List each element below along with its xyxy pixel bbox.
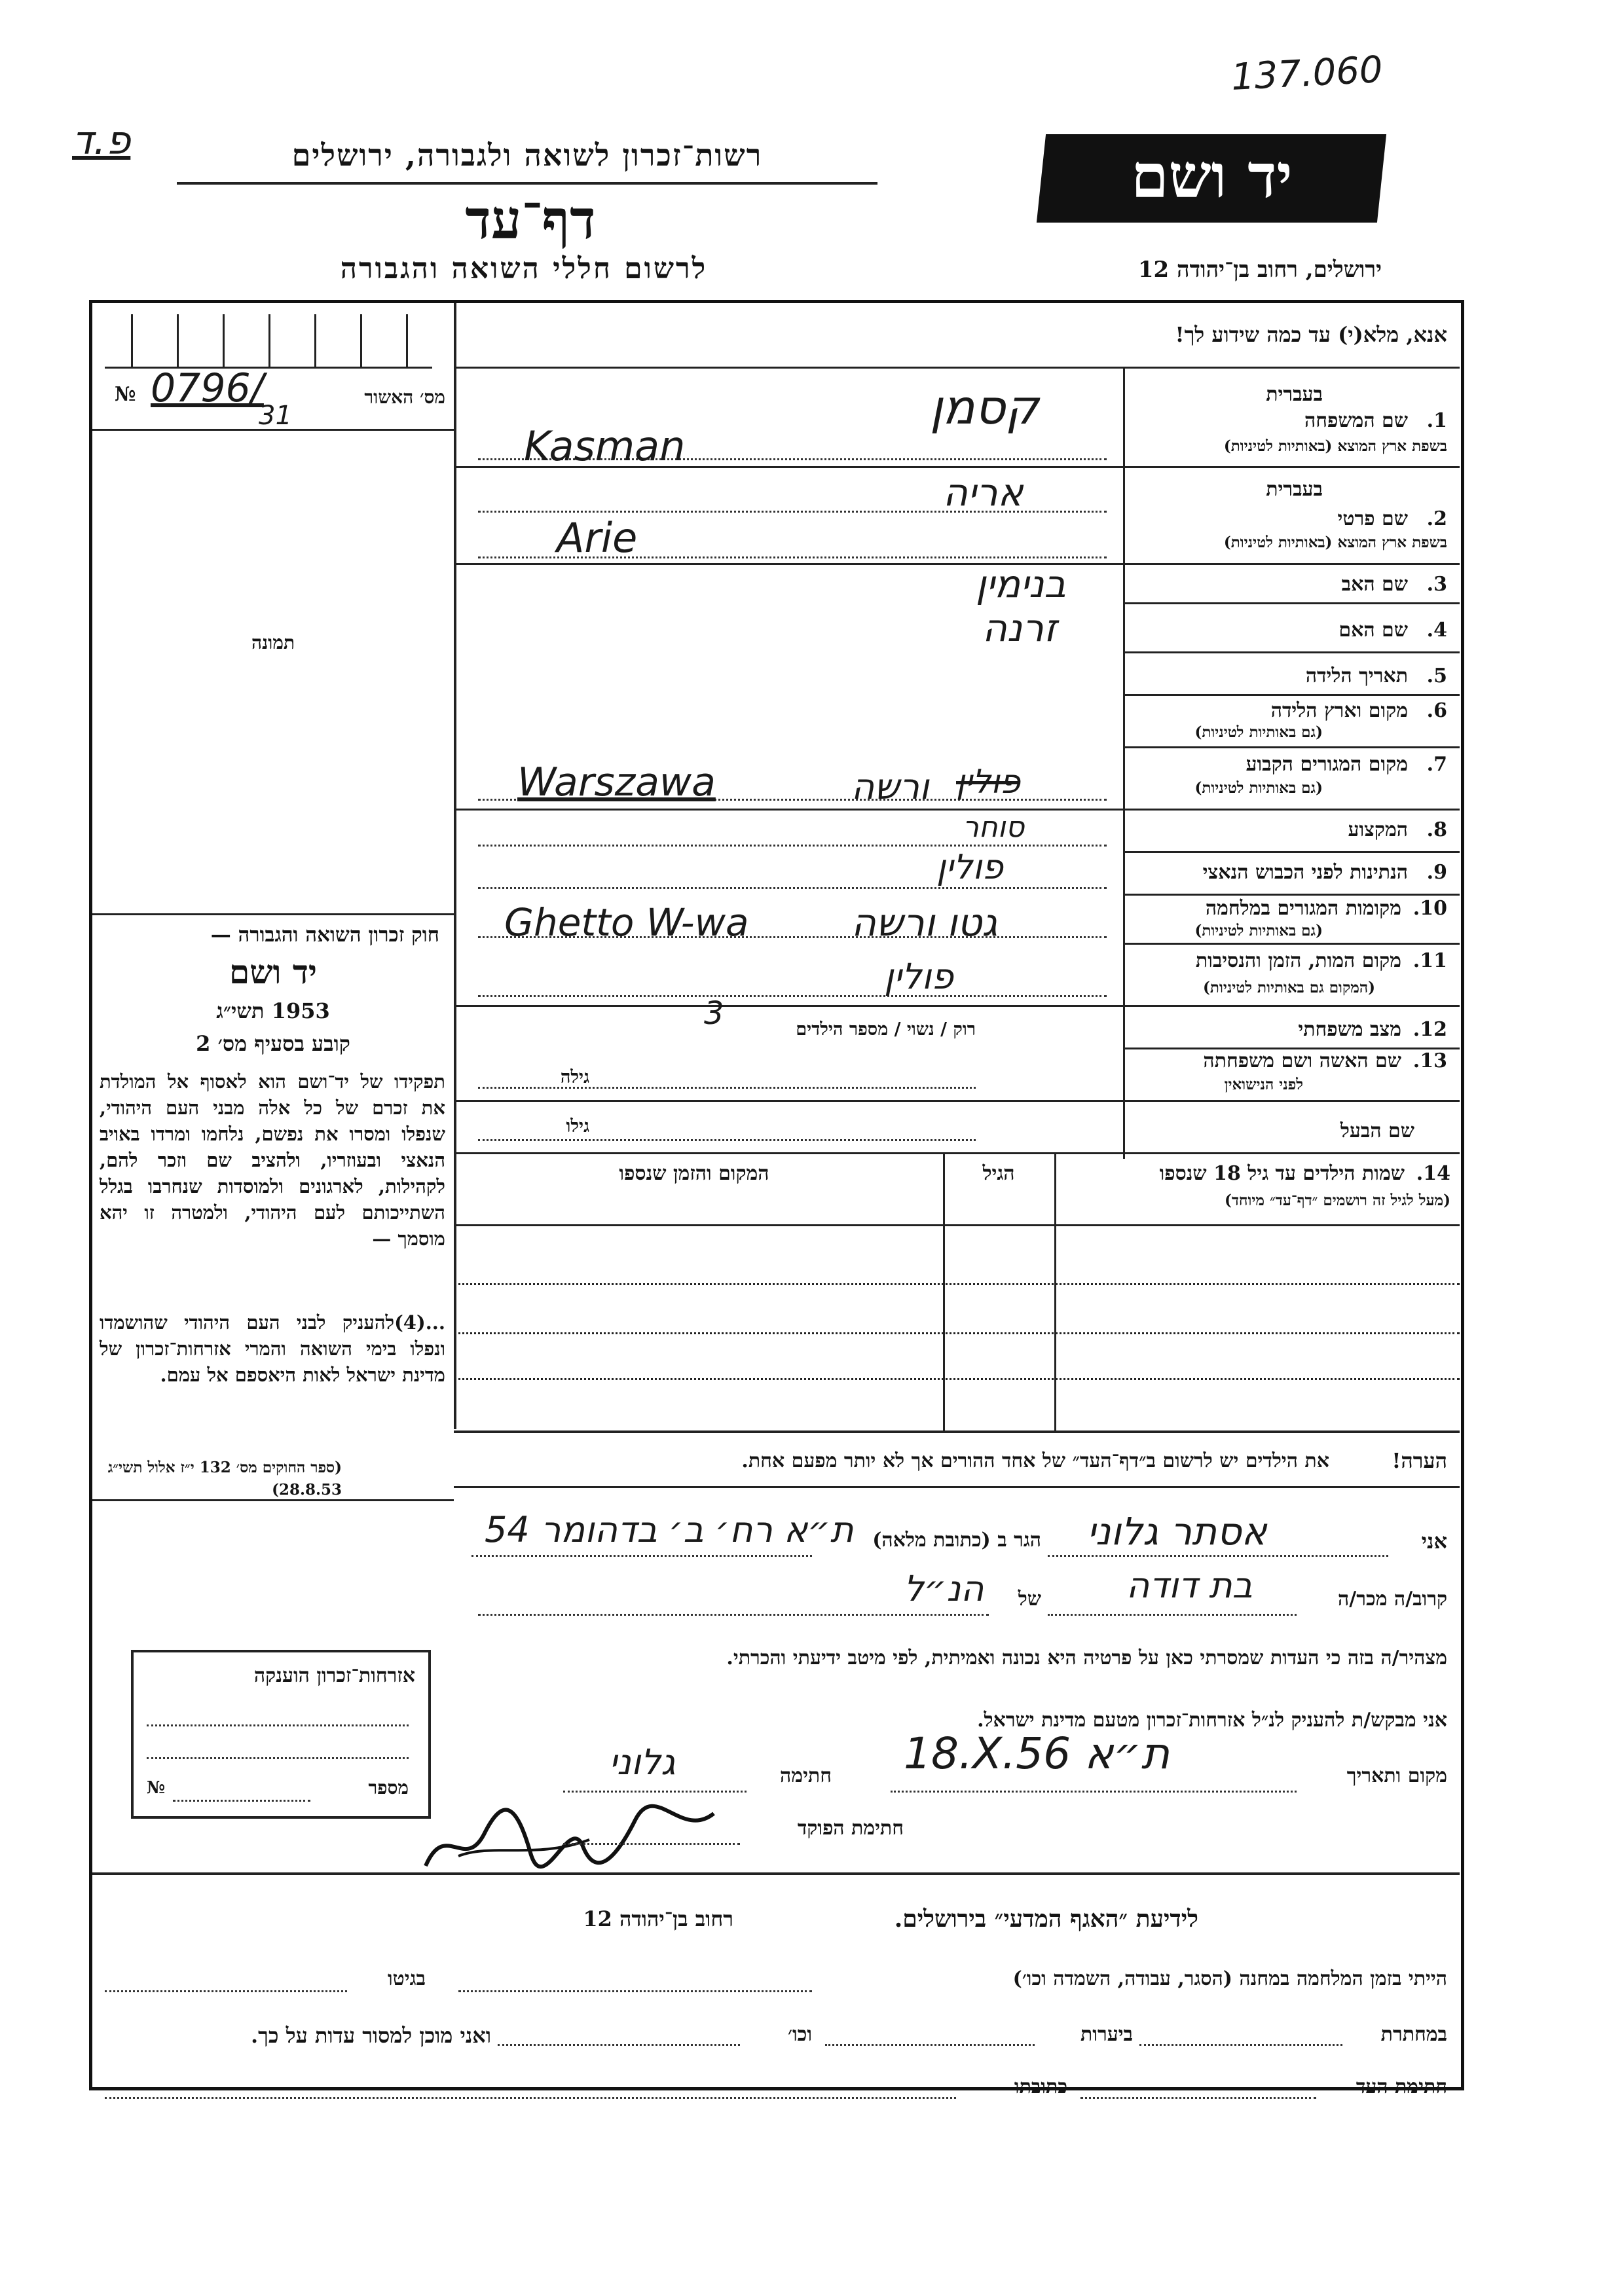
- field-6-label: מקום וארץ הלידה: [1270, 699, 1408, 722]
- law-body-continued: ...(4)להעניק לבני העם היהודי שהושמדו ונפלו בימי השואה והמרי אזרחות־זכרון של מדינת ישראל לאות היאספם אל עמם.: [100, 1311, 445, 1386]
- field-7-label: מקום המגורים הקבוע: [1246, 753, 1408, 776]
- place-date-line: [891, 1791, 1297, 1793]
- children-row-1: [454, 1283, 1460, 1285]
- footer-address-line: [105, 2097, 956, 2099]
- field-1-latin-value: Kasman: [524, 422, 686, 470]
- row-line-8: [1123, 851, 1460, 853]
- footer-ghetto-line: [105, 1990, 347, 1992]
- officer-signature-line: [563, 1843, 740, 1845]
- declarant-i-label: אני: [1421, 1529, 1447, 1554]
- field-5-number: 5.: [1426, 665, 1447, 687]
- row-line-14: [454, 1152, 1460, 1154]
- row-line-5: [1123, 694, 1460, 696]
- row-line-3: [1123, 602, 1460, 604]
- serial-boxes: [105, 314, 432, 369]
- citizenship-box-title: אזרחות־זכרון הוענקה: [253, 1664, 415, 1687]
- relative-line: [1048, 1614, 1297, 1616]
- field-3-label: שם האב: [1341, 573, 1408, 596]
- field-8-number: 8.: [1426, 818, 1447, 841]
- declarant-address-line: [471, 1555, 812, 1557]
- law-body: תפקידו של יד־ושם הוא לאסוף אל המולדת את זכרם של כל אלה מבני העם היהודי, שנפלו ומסרו את נפשם, נלחמו ומרדו באויב הנאצי ובעוזריו, ולהציב שם וזכר להם, לקהילות, לארגונים ולמוסדות שנחרבו בגלל השתייכותם לעם היהודי, ולמטרה זו יהא מוסמך —: [100, 1070, 445, 1250]
- officer-signature-scribble: [419, 1794, 747, 1879]
- place-date-label: מקום ותאריך: [1346, 1764, 1447, 1787]
- signature-line: [563, 1791, 747, 1793]
- field-7-sub: (גם באותיות לטיניות): [1194, 779, 1323, 797]
- serial-no-sign: №: [115, 383, 136, 406]
- row-line-4: [1123, 651, 1460, 653]
- place-date-value: 18.X.56 ת״א: [904, 1728, 1170, 1779]
- footer-line1: הייתי בזמן המלחמה במחנה (הסגר, עבודה, השמדה וכו׳): [1012, 1967, 1447, 1990]
- field-2-number: 2.: [1426, 507, 1447, 530]
- law-heading: חוק זכרון השואה והגבורה —: [210, 923, 439, 947]
- row-line-13: [454, 1100, 1460, 1102]
- request-text: אני מבקש/ת להעניק לנ״ל אזרחות־זכרון מטעם מדינת ישראל.: [977, 1709, 1447, 1732]
- footer-camp-line: [458, 1990, 812, 1992]
- field-1-hebrew-tag: בעברית: [1266, 383, 1323, 406]
- relative-value: בת דודה: [1126, 1565, 1253, 1606]
- husband-label: שם הבעל: [1340, 1120, 1414, 1142]
- footer-ghetto: בגיטו: [387, 1967, 426, 1990]
- citizenship-no-sign: №: [147, 1778, 166, 1798]
- field-12-label: מצב משפחתי: [1298, 1018, 1401, 1041]
- field-11-number: 11.: [1412, 949, 1447, 972]
- children-age-header: הגיל: [982, 1162, 1015, 1185]
- footer-underground-line: [1139, 2044, 1342, 2046]
- children-row-2: [454, 1332, 1460, 1334]
- relative-label: קרוב/ה מכר/ה: [1338, 1588, 1447, 1611]
- row-line-11: [454, 1005, 1460, 1007]
- field-1-number: 1.: [1426, 409, 1447, 432]
- intro-bottom-line: [454, 367, 1460, 369]
- field-6-number: 6.: [1426, 699, 1447, 722]
- footer-underground: במחתרת: [1380, 2023, 1447, 2046]
- field-9-label: הנתינות לפני הכבוש הנאצי: [1202, 861, 1408, 884]
- field-11-value: פולין: [884, 956, 953, 997]
- children-col-divider-1: [943, 1152, 945, 1430]
- field-9-number: 9.: [1426, 861, 1447, 884]
- citizenship-line-1: [147, 1724, 409, 1726]
- authority-heading: רשות־זכרון לשואה ולגבורה, ירושלים: [291, 137, 763, 173]
- children-number: 14.: [1416, 1162, 1450, 1185]
- yad-vashem-logo: [1037, 134, 1386, 223]
- row-line-9: [1123, 894, 1460, 896]
- authority-underline: [177, 182, 877, 185]
- row-line-7: [454, 809, 1460, 811]
- signature-value: גלוני: [609, 1741, 676, 1783]
- citizenship-number-label: מספר: [368, 1777, 409, 1798]
- serial-label: מס׳ האשור: [364, 386, 445, 408]
- dotline-8: [478, 995, 1107, 997]
- officer-signature-label: חתימת הפוקד: [797, 1817, 904, 1840]
- children-bottom: [454, 1430, 1460, 1433]
- form-subtitle: לרשום חללי השואה והגבורה: [340, 252, 708, 285]
- field-2-hebrew-tag: בעברית: [1266, 478, 1323, 501]
- row-line-2: [454, 563, 1460, 565]
- field-3-value: בנימין: [976, 562, 1066, 606]
- note-text: את הילדים יש לרשום ב״דף־העד״ של אחד ההורים אך לא יותר מפעם אחת.: [741, 1449, 1329, 1472]
- declarant-name-line: [1048, 1555, 1388, 1557]
- intro-text: אנא, מלא(י) עד כמה שידוע לך!: [1175, 322, 1447, 347]
- husband-age-label: גילו: [566, 1116, 589, 1137]
- citizenship-line-2: [147, 1757, 409, 1759]
- field-8-value: סוחר: [963, 811, 1025, 844]
- field-1-hebrew-value: קסמן: [930, 380, 1039, 435]
- law-clause: קובע בסעיף מס׳ 2: [196, 1031, 350, 1056]
- field-8-label: המקצוע: [1348, 818, 1408, 841]
- field-6-sub: (גם באותיות לטיניות): [1194, 723, 1323, 741]
- children-row-3: [454, 1378, 1460, 1380]
- field-4-value: זרנה: [982, 606, 1057, 650]
- of-value: הנ״ל: [904, 1568, 984, 1609]
- divider-left-column: [454, 303, 456, 1429]
- field-7-latin-value: Warszawa: [517, 759, 716, 805]
- divider-hebrew-column: [1123, 367, 1125, 1159]
- dotline-10: [478, 1139, 976, 1141]
- field-10-number: 10.: [1412, 897, 1447, 920]
- field-10-sub: (גם באותיות לטיניות): [1194, 922, 1323, 939]
- photo-label: תמונה: [251, 632, 295, 653]
- footer-witness-line: [1080, 2097, 1316, 2099]
- field-10-latin-value: Ghetto W-wa: [504, 900, 749, 945]
- field-13-label: שם האשה ושם משפחתה: [1203, 1049, 1401, 1072]
- declarant-address: ת״א רח׳ ב׳ בדהומר 54: [485, 1509, 854, 1550]
- field-7-hebrew-value: ורשה: [851, 766, 929, 807]
- file-number-annotation: 137.060: [1230, 48, 1384, 100]
- photo-bottom-line: [92, 913, 454, 915]
- field-2-label: שם פרטי: [1337, 507, 1408, 530]
- footer-forests: ביערות: [1080, 2023, 1133, 2046]
- law-name: יד ושם: [229, 953, 317, 991]
- footer-title: לידיעת ״האגף המדעי״ בירושלים.: [894, 1905, 1198, 1933]
- left-column-bottom: [92, 1499, 454, 1501]
- serial-bottom-line: [92, 429, 454, 431]
- field-7-crossed-value: פולין: [956, 763, 1021, 801]
- field-2-hebrew-value: אריה: [943, 470, 1024, 515]
- declarant-residing-label: הגר ב (כתובת מלאה): [872, 1529, 1041, 1552]
- footer-ready: ואני מוכן למסור עדות על כך.: [250, 2023, 491, 2048]
- field-2-sub: בשפת ארץ המוצא (באותיות לטיניות): [1223, 534, 1447, 551]
- footer-etc: וכו׳: [788, 2023, 812, 2046]
- field-1-label: שם המשפחה: [1304, 409, 1408, 432]
- field-11-label: מקום המות, הזמן והנסיבות: [1195, 949, 1401, 972]
- declarant-name: אסתר גלוני: [1087, 1509, 1267, 1554]
- row-line-6: [1123, 746, 1460, 748]
- of-line: [478, 1614, 989, 1616]
- field-4-label: שם האם: [1338, 619, 1408, 642]
- footer-witness-signature: חתימת העד: [1356, 2075, 1447, 2098]
- citizenship-box: [131, 1650, 431, 1819]
- declaration-text: מצהיר/ה בזה כי העדות שמסרתי כאן על פרטיה היא נכונה ואמיתית, לפי מיטב ידיעתי והכרתי.: [726, 1647, 1447, 1669]
- law-source: (ספר החוקים מס׳ 132 י״ז אלול תשי״ג 28.8.53): [107, 1459, 342, 1499]
- field-3-number: 3.: [1426, 573, 1447, 596]
- footer-address-label: כתובתו: [1014, 2075, 1067, 2098]
- law-year: 1953 תשי״ג: [216, 998, 330, 1023]
- children-label: שמות הילדים עד גיל 18 שנספו: [1159, 1162, 1405, 1185]
- field-13-age-label: גילה: [560, 1067, 589, 1087]
- signature-label: חתימה: [780, 1764, 832, 1787]
- field-12-value: 3: [704, 995, 724, 1032]
- children-header-bottom: [454, 1224, 1460, 1226]
- field-10-label: מקומות המגורים במלחמה: [1205, 897, 1401, 920]
- footer-top-line: [92, 1872, 1460, 1875]
- footer-etc-line: [498, 2044, 740, 2046]
- corner-annotation: פ.ד: [72, 118, 131, 164]
- children-place-header: המקום והזמן שנספו: [619, 1162, 769, 1185]
- field-13-sub: לפני הנישואין: [1224, 1076, 1303, 1093]
- note-label: הערה!: [1392, 1448, 1447, 1473]
- form-title: דף־עד: [465, 189, 596, 251]
- dotline-6: [478, 887, 1107, 889]
- field-10-hebrew-value: גטו ורשה: [851, 900, 998, 945]
- of-label: של: [1018, 1588, 1041, 1611]
- serial-number-value: 0796/: [151, 365, 264, 411]
- field-12-number: 12.: [1412, 1018, 1447, 1041]
- field-12-options: רוק / נשוי / מספר הילדים: [796, 1019, 976, 1040]
- children-sub: (מעל לגיל זה רושמים ״דף־עד״ מיוחד): [1224, 1192, 1450, 1209]
- field-5-label: תאריך הלידה: [1305, 665, 1408, 687]
- footer-address: רחוב בן־יהודה 12: [583, 1906, 733, 1931]
- field-9-value: פולין: [936, 848, 1003, 887]
- field-13-number: 13.: [1412, 1049, 1447, 1072]
- field-2-latin-value: Arie: [557, 514, 638, 562]
- children-col-divider-2: [1054, 1152, 1056, 1430]
- serial-suffix-value: 31: [259, 401, 292, 431]
- logo-text: יד ושם: [1131, 141, 1293, 211]
- footer-forests-line: [825, 2044, 1035, 2046]
- field-11-sub: (המקום גם באותיות לטיניות): [1203, 979, 1375, 996]
- field-1-sub: בשפת ארץ המוצא (באותיות לטיניות): [1223, 437, 1447, 455]
- row-line-10: [1123, 943, 1460, 945]
- field-7-number: 7.: [1426, 753, 1447, 776]
- dotline-5: [478, 845, 1107, 847]
- citizenship-number-line: [173, 1800, 310, 1802]
- note-bottom-line: [454, 1486, 1460, 1488]
- header-address: ירושלים, רחוב בן־יהודה 12: [1137, 257, 1382, 283]
- field-4-number: 4.: [1426, 619, 1447, 642]
